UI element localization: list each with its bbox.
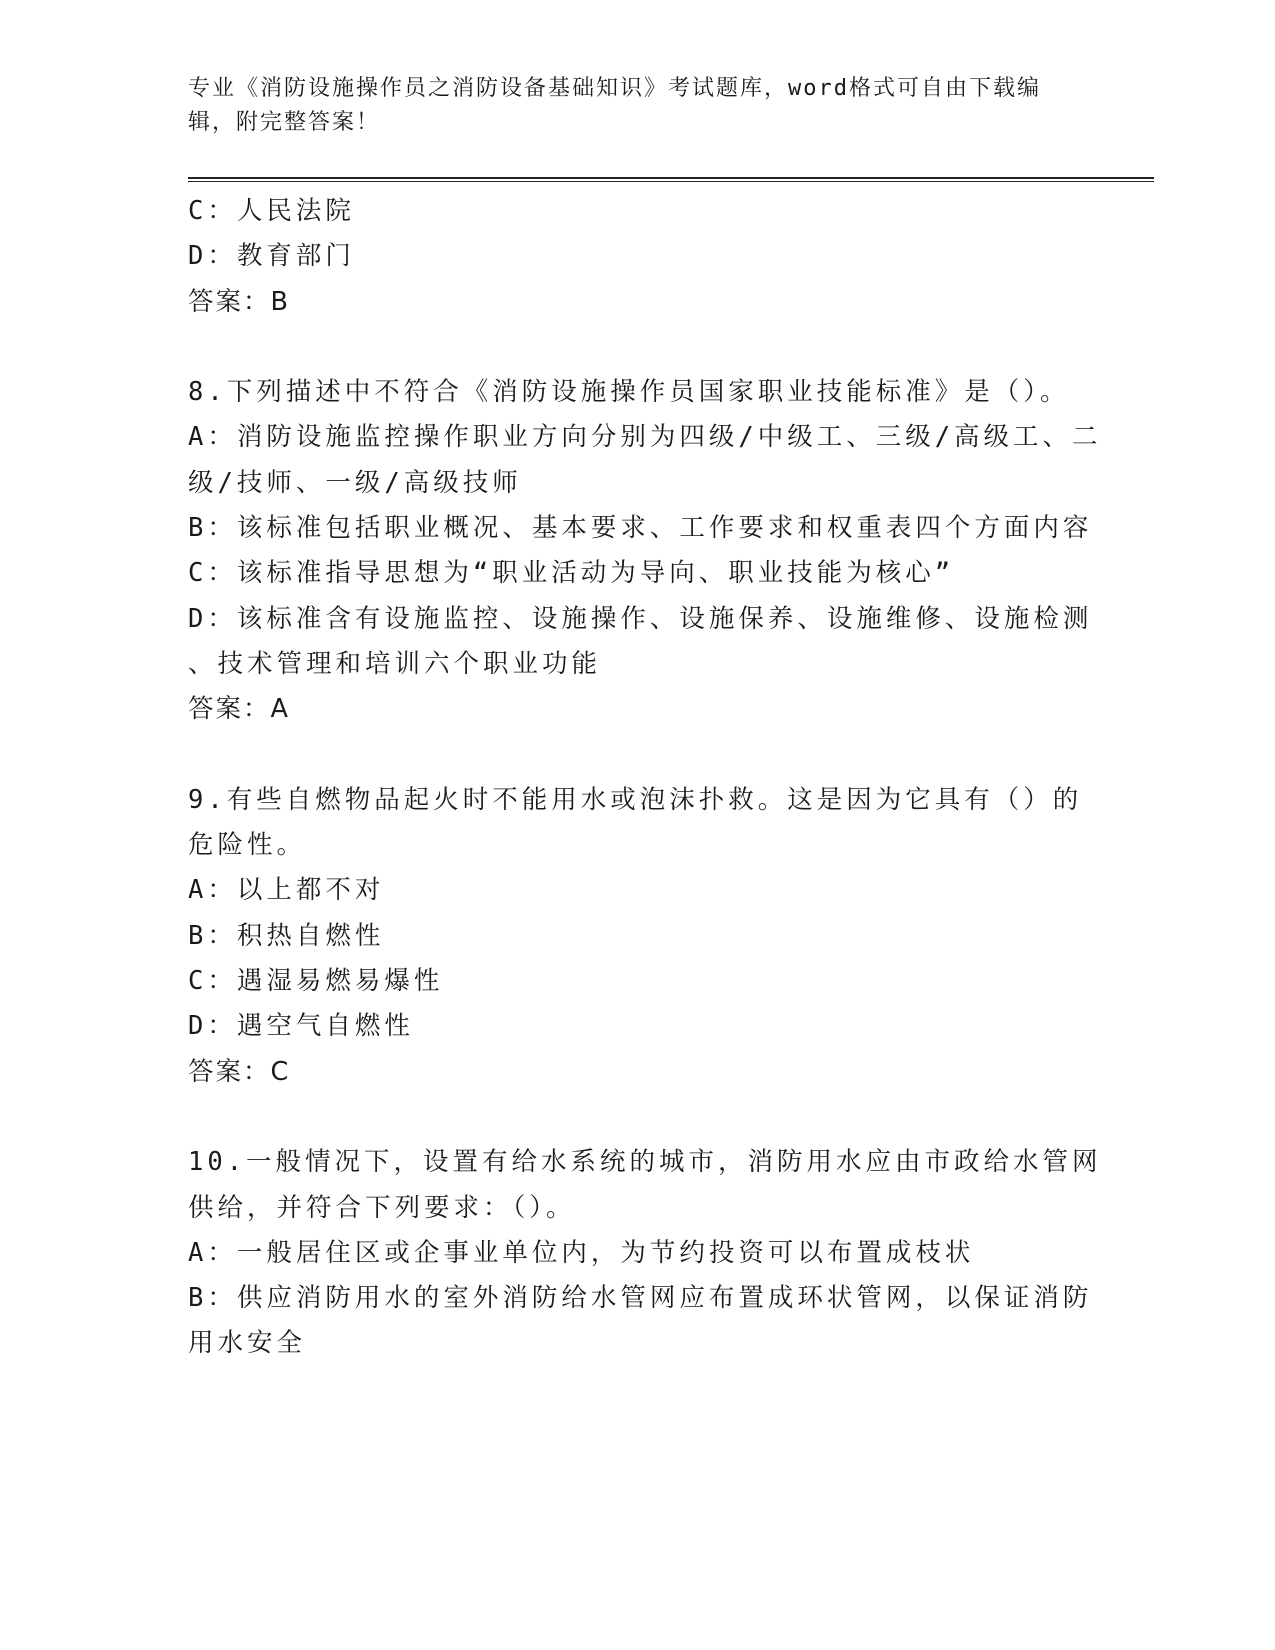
spacer: [188, 733, 1068, 778]
q8-option-a-line-1: A：消防设施监控操作职业方向分别为四级/中级工、三级/高级工、二: [188, 422, 1102, 453]
spacer: [188, 325, 1068, 370]
question-10: [188, 1140, 1102, 1366]
q10-stem-line-1: 10.一般情况下，设置有给水系统的城市，消防用水应由市政给水管网: [188, 1147, 1102, 1178]
q7-answer: 答案：B: [188, 286, 290, 317]
question-9: [188, 778, 1083, 1095]
question-8: [188, 370, 1102, 732]
q8-answer: 答案：A: [188, 694, 290, 725]
q9-stem-line-1: 9.有些自燃物品起火时不能用水或泡沫扑救。这是因为它具有（）的: [188, 784, 1083, 815]
q8-option-b: B：该标准包括职业概况、基本要求、工作要求和权重表四个方面内容: [188, 513, 1093, 544]
q10-option-b-line-2: 用水安全: [188, 1328, 307, 1359]
q8-option-a-line-2: 级/技师、一级/高级技师: [188, 467, 522, 498]
question-list: [188, 189, 1102, 1367]
q7-option-d: D：教育部门: [188, 241, 355, 272]
q10-option-a: A：一般居住区或企事业单位内，为节约投资可以布置成枝状: [188, 1237, 975, 1268]
q9-option-c: C：遇湿易燃易爆性: [188, 966, 444, 997]
q8-option-c: C：该标准指导思想为“职业活动为导向、职业技能为核心”: [188, 558, 955, 589]
q9-option-b: B：积热自燃性: [188, 920, 385, 951]
q10-option-b-line-1: B：供应消防用水的室外消防给水管网应布置成环状管网，以保证消防: [188, 1283, 1093, 1314]
header-line-1: 专业《消防设施操作员之消防设备基础知识》考试题库，word格式可自由下载编: [188, 76, 1041, 101]
q9-stem-line-2: 危险性。: [188, 830, 307, 861]
q9-option-d: D：遇空气自燃性: [188, 1011, 414, 1042]
q8-option-d-line-2: 、技术管理和培训六个职业功能: [188, 648, 602, 679]
document-header: [188, 72, 1068, 140]
spacer: [188, 1095, 1068, 1140]
q9-answer: 答案：C: [188, 1056, 291, 1087]
header-line-2: 辑，附完整答案！: [188, 110, 381, 135]
q10-stem-line-2: 供给，并符合下列要求：（）。: [188, 1192, 576, 1223]
q9-option-a: A：以上都不对: [188, 875, 385, 906]
header-divider: [188, 177, 1154, 182]
q7-option-c: C：人民法院: [188, 196, 355, 226]
question-7: [188, 189, 1068, 325]
q8-stem: 8.下列描述中不符合《消防设施操作员国家职业技能标准》是（）。: [188, 377, 1070, 408]
q8-option-d-line-1: D：该标准含有设施监控、设施操作、设施保养、设施维修、设施检测: [188, 603, 1093, 634]
